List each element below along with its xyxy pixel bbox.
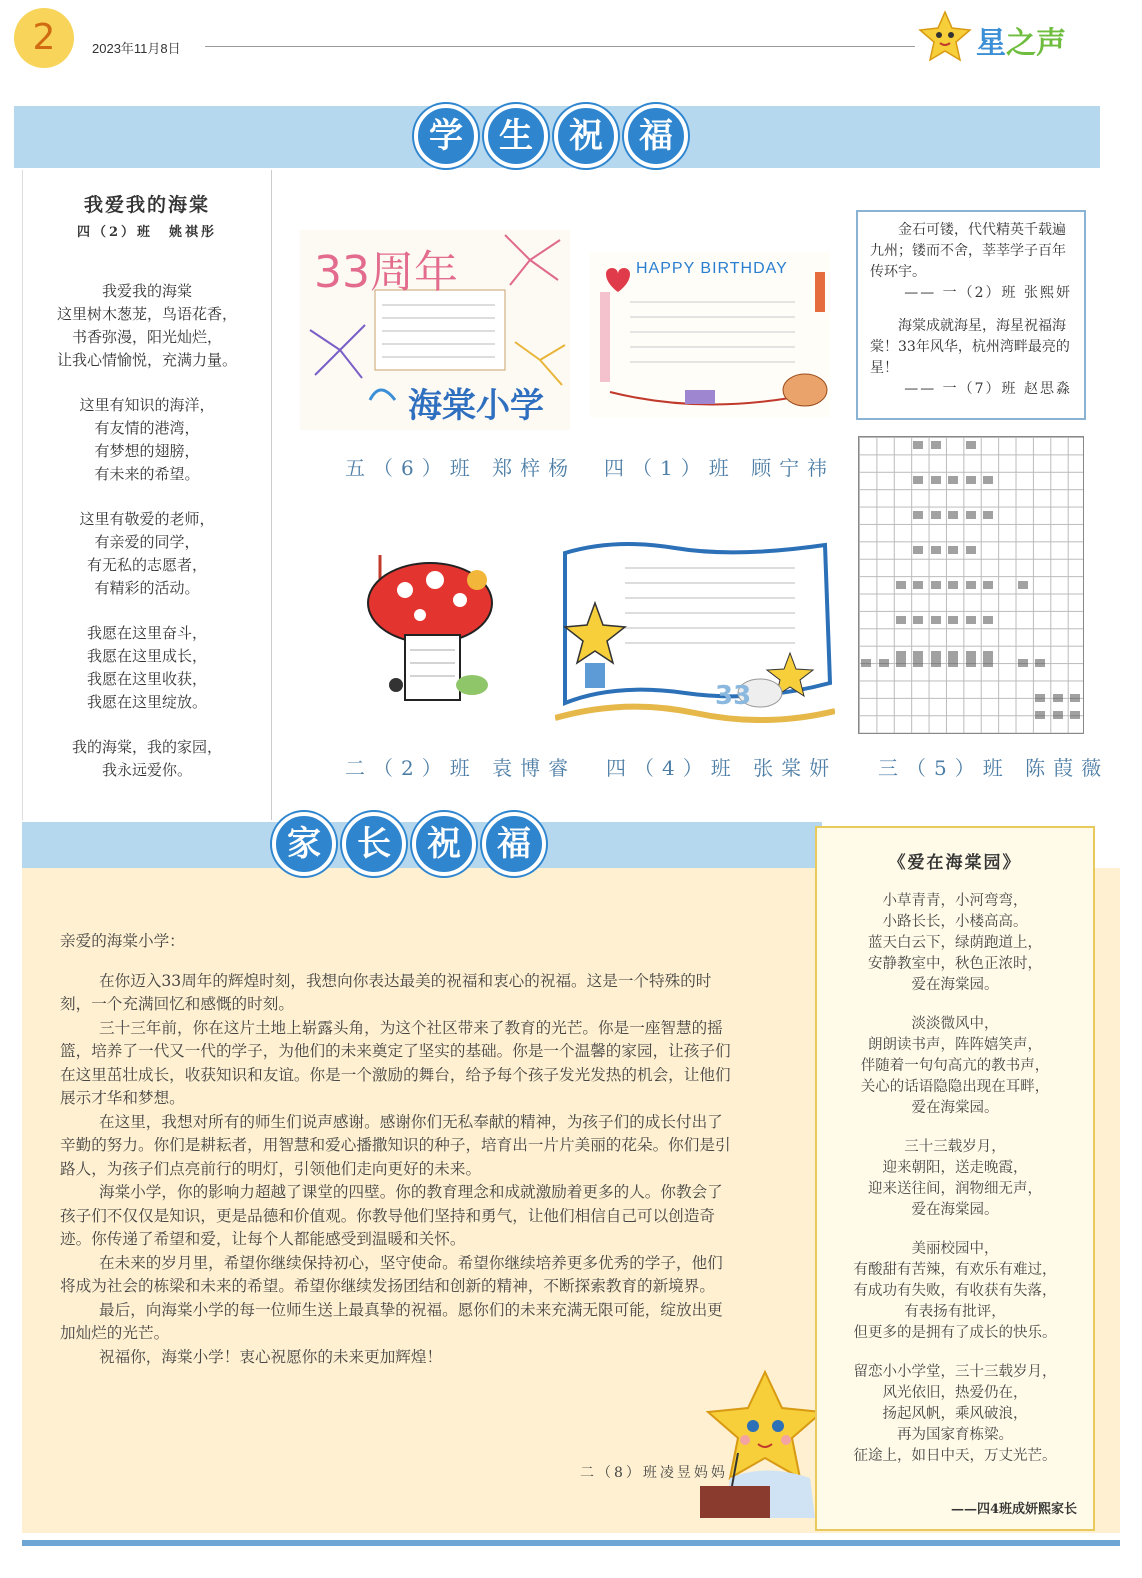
poem-line: 伴随着一句句高亢的教书声，	[860, 1058, 1050, 1074]
poem-line: 有未来的希望。	[94, 465, 200, 483]
poem-stanza	[23, 280, 271, 372]
poem-line: 有精彩的活动。	[94, 579, 200, 597]
poem-line: 爱在海棠园。	[911, 1100, 999, 1116]
brand-part-1: 星	[976, 26, 1006, 61]
poem-line: 爱在海棠园。	[911, 1202, 999, 1218]
drawing-33-anniversary	[300, 230, 570, 430]
poem-line: 这里有知识的海洋，	[79, 396, 215, 414]
drawing-number: 33	[715, 681, 752, 711]
poem-stanza	[817, 1137, 1093, 1221]
poem-line: 再为国家育栋梁。	[897, 1427, 1013, 1443]
poem-line: 我爱我的海棠	[101, 282, 192, 300]
newspaper-brand	[976, 18, 1066, 62]
poem-stanza	[817, 1239, 1093, 1344]
poem-line: 有成功有失败，有收获有失落，	[853, 1283, 1057, 1299]
mushroom-illustration	[360, 545, 500, 710]
drawing-school-name: 海棠小学	[408, 386, 544, 426]
poem-line: 征途上，如日中天，万丈光芒。	[853, 1448, 1057, 1464]
parent-poem-box	[815, 826, 1095, 1531]
poem-line: 扬起风帆，乘风破浪，	[882, 1406, 1028, 1422]
poem-stanza	[23, 736, 271, 782]
poem-line: 书香弥漫，阳光灿烂，	[71, 328, 222, 346]
title-char: 祝	[412, 812, 476, 876]
title-char: 学	[414, 104, 478, 168]
letter-signature: 二（8）班凌昱妈妈	[580, 1465, 728, 1481]
poem-line: 小路长长，小楼高高。	[882, 914, 1028, 930]
poem-line: 我的海棠，我的家园，	[71, 738, 222, 756]
poem-line: 我愿在这里奋斗，	[86, 624, 207, 642]
drawing-mushroom-house	[360, 545, 500, 710]
letter-paragraph: 在未来的岁月里，希望你继续保持初心，坚守使命。希望你继续培养更多优秀的学子，他们将成为社会的栋梁和未来的希望。希望你继续发扬团结和创新的精神，不断探索教育的新境界。	[60, 1253, 723, 1295]
poem-line: 这里树木葱茏，鸟语花香，	[56, 305, 237, 323]
letter-paragraph: 最后，向海棠小学的每一位师生送上最真挚的祝福。愿你们的未来充满无限可能，绽放出更加灿烂的光芒。	[60, 1300, 723, 1342]
poem-line: 我愿在这里收获，	[86, 670, 207, 688]
poem-stanza	[817, 1014, 1093, 1119]
poem-line: 有亲爱的同学，	[94, 533, 200, 551]
poem-stanza	[23, 394, 271, 486]
drawing-heading: HAPPY BIRTHDAY	[636, 260, 788, 277]
poem-line: 有表扬有批评，	[904, 1304, 1006, 1320]
poem-line: 爱在海棠园。	[911, 977, 999, 993]
poem-stanza	[23, 508, 271, 600]
title-char: 生	[484, 104, 548, 168]
parent-section-title	[272, 812, 546, 876]
poem-line: 有梦想的翅膀，	[94, 442, 200, 460]
left-poem	[22, 170, 272, 820]
drawing-caption: 五（6）班 郑梓杨	[345, 456, 577, 480]
letter-paragraph: 在你迈入33周年的辉煌时刻，我想向你表达最美的祝福和衷心的祝福。这是一个特殊的时刻，一个充满回忆和感慨的时刻。	[60, 971, 712, 1013]
drawing-caption: 四（4）班 张棠妍	[606, 756, 838, 780]
drawing-caption: 四（1）班 顾宁祎	[604, 456, 836, 480]
letter-greeting: 亲爱的海棠小学：	[60, 932, 185, 950]
poem-signature: ——四4班成妍熙家长	[950, 1502, 1077, 1517]
blessing-signature: —— 一（7）班 赵思淼	[904, 381, 1072, 397]
handwriting-marks	[859, 437, 1083, 733]
poem-byline: 四（2）班 姚祺彤	[76, 225, 218, 240]
letter-paragraph: 海棠小学，你的影响力超越了课堂的四壁。你的教育理念和成就激励着更多的人。你教会了孩子们不仅仅是知识，更是品德和价值观。你教导他们坚持和勇气，让他们相信自己可以创造奇迹。你传递了希望和爱，让每个人都能感受到温暖和关怀。	[60, 1183, 723, 1248]
poem-line: 我愿在这里绽放。	[86, 693, 207, 711]
poem-stanza	[817, 891, 1093, 996]
parent-letter	[60, 930, 738, 1481]
poem-line: 让我心情愉悦，充满力量。	[56, 351, 237, 369]
drawing-caption: 二（2）班 袁博睿	[345, 756, 577, 780]
issue-date: 2023年11月8日	[92, 41, 181, 56]
blessing-signature: —— 一（2）班 张熙妍	[904, 285, 1072, 301]
poem-line: 但更多的是拥有了成长的快乐。	[853, 1325, 1057, 1341]
footer-divider	[22, 1540, 1120, 1546]
poem-line: 迎来朝阳，送走晚霞，	[882, 1160, 1028, 1176]
poem-stanza	[817, 1362, 1093, 1467]
poem-line: 小草青青，小河弯弯，	[882, 893, 1028, 909]
blessing-messages-box	[856, 210, 1086, 420]
ocean-star-illustration	[555, 533, 835, 723]
poem-line: 有友情的港湾，	[94, 419, 200, 437]
poem-title: 我爱我的海棠	[83, 194, 210, 216]
student-section-title	[414, 104, 688, 168]
poem-line: 这里有敬爱的老师，	[79, 510, 215, 528]
poem-line: 三十三载岁月，	[904, 1139, 1006, 1155]
title-char: 福	[624, 104, 688, 168]
header-divider	[205, 46, 915, 47]
poem-line: 关心的话语隐隐出现在耳畔，	[860, 1079, 1050, 1095]
drawing-star-ocean	[555, 533, 835, 723]
poem-line: 美丽校园中，	[911, 1241, 999, 1257]
poem-line: 我永远爱你。	[101, 761, 192, 779]
page-number: 2	[14, 8, 74, 68]
drawing-heading: 33周年	[314, 247, 458, 298]
letter-paragraph: 在这里，我想对所有的师生们说声感谢。感谢你们无私奉献的精神，为孩子们的成长付出了辛勤的努力。你们是耕耘者，用智慧和爱心播撒知识的种子，培育出一片片美丽的花朵。你们是引路人，为孩子们点亮前行的明灯，引领他们走向更好的未来。	[60, 1112, 731, 1178]
poem-line: 朗朗读书声，阵阵嬉笑声，	[868, 1037, 1042, 1053]
title-char: 家	[272, 812, 336, 876]
title-char: 长	[342, 812, 406, 876]
poem-line: 迎来送往间，润物细无声，	[868, 1181, 1042, 1197]
title-char: 祝	[554, 104, 618, 168]
poem-line: 淡淡微风中，	[911, 1016, 999, 1032]
blessing-text: 海棠成就海星，海星祝福海棠！33年风华，杭州湾畔最亮的星！	[870, 318, 1070, 376]
letter-paragraph: 三十三年前，你在这片土地上崭露头角，为这个社区带来了教育的光芒。你是一座智慧的摇篮，培养了一代又一代的学子，为他们的未来奠定了坚实的基础。你是一个温馨的家园，让孩子们在这里茁壮成长，收获知识和友谊。你是一个激励的舞台，给予每个孩子发光发热的机会，让他们展示才华和梦想。	[60, 1018, 731, 1107]
star-mascot-icon	[918, 10, 972, 68]
star-mascot-writing-illustration	[690, 1368, 830, 1528]
blessing-text: 金石可镂，代代精英千载遍九州；镂而不舍，莘莘学子百年传环宇。	[870, 222, 1066, 280]
poem-line: 蓝天白云下，绿荫跑道上，	[868, 935, 1042, 951]
brand-part-2: 之声	[1006, 26, 1066, 61]
poem-line: 留恋小小学堂，三十三载岁月，	[853, 1364, 1057, 1380]
poem-line: 安静教室中，秋色正浓时，	[868, 956, 1042, 972]
poem-line: 有无私的志愿者，	[86, 556, 207, 574]
drawing-happy-birthday	[590, 252, 830, 417]
drawing-caption: 三（5）班 陈葭薇	[878, 756, 1110, 780]
poem-line: 我愿在这里成长，	[86, 647, 207, 665]
title-char: 福	[482, 812, 546, 876]
letter-paragraph: 祝福你，海棠小学！衷心祝愿你的未来更加辉煌！	[99, 1347, 443, 1366]
poem-line: 有酸甜有苦辣，有欢乐有难过，	[853, 1262, 1057, 1278]
grid-paper-composition	[858, 436, 1084, 734]
poem-stanza	[23, 622, 271, 714]
poem-line: 风光依旧，热爱仍在，	[882, 1385, 1028, 1401]
poem-title: 《爱在海棠园》	[888, 853, 1022, 873]
